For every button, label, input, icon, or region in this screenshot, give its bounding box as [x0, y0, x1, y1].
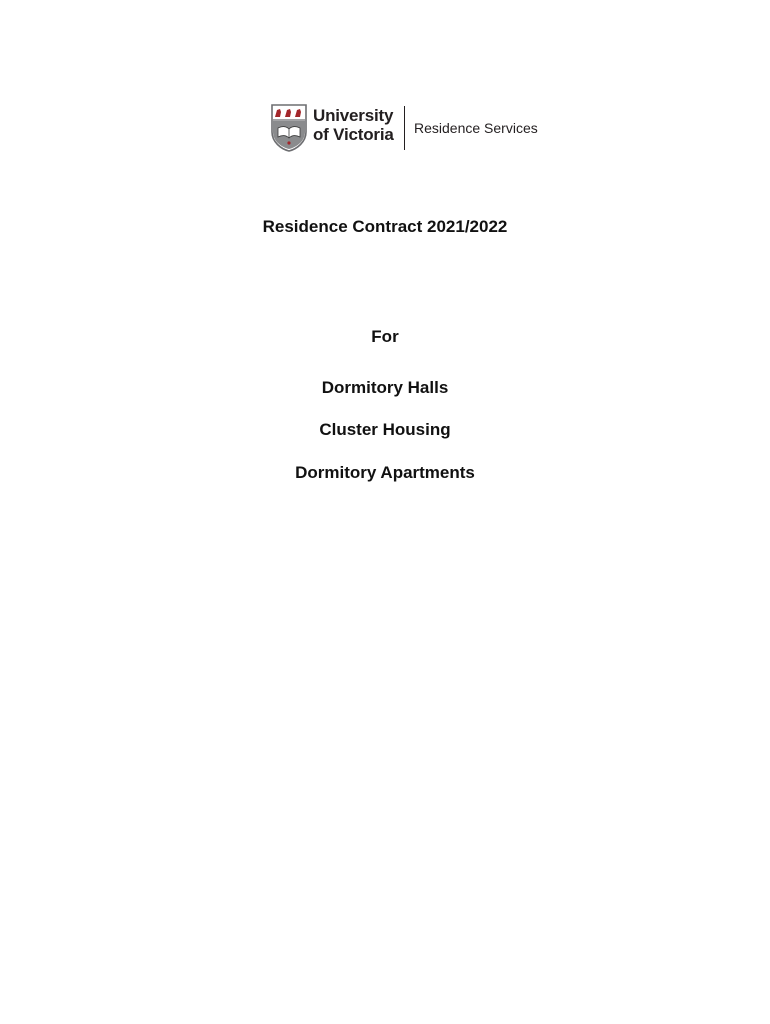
- housing-type-dormitory-apartments: Dormitory Apartments: [295, 463, 475, 482]
- logo-divider: [404, 106, 405, 150]
- university-name-line-1: University: [313, 106, 394, 125]
- university-name: [313, 106, 394, 144]
- document-title: Residence Contract 2021/2022: [262, 217, 508, 236]
- housing-type-dormitory-halls: Dormitory Halls: [321, 378, 449, 397]
- university-name-line-2: of Victoria: [313, 125, 394, 144]
- for-label: For: [371, 327, 399, 346]
- university-logo: [271, 102, 541, 154]
- department-name: Residence Services: [414, 120, 538, 136]
- housing-type-cluster-housing: Cluster Housing: [319, 420, 451, 439]
- crest-icon: [271, 104, 307, 152]
